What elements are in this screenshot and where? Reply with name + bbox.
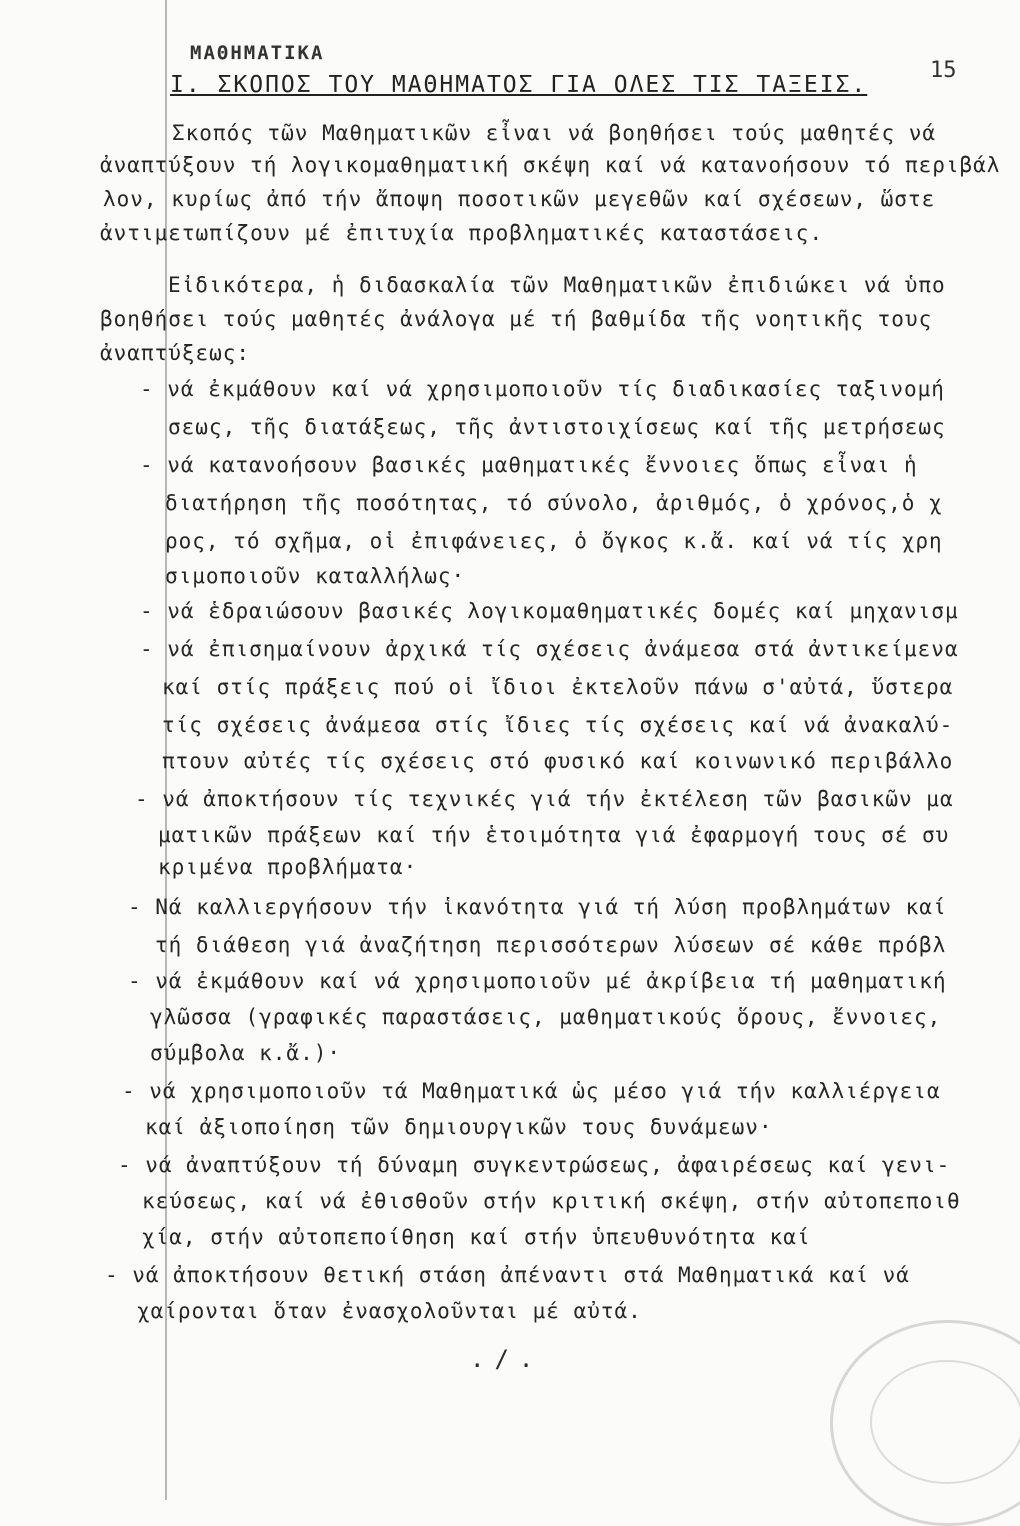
- list-item: - νά ἐκμάθουν καί νά χρησιμοποιοῦν μέ ἀκρίβεια τή μαθηματική: [128, 969, 947, 993]
- list-item: - νά ἐκμάθουν καί νά χρησιμοποιοῦν τίς διαδικασίες ταξινομή: [140, 377, 945, 401]
- list-item: - νά κατανοήσουν βασικές μαθηματικές ἔννοιες ὅπως εἶναι ἡ: [140, 453, 918, 477]
- list-item: - νά ἐπισημαίνουν ἀρχικά τίς σχέσεις ἀνάμεσα στά ἀντικείμενα: [140, 637, 959, 661]
- continuation-mark: ./.: [470, 1345, 544, 1373]
- text-line: λον, κυρίως ἀπό τήν ἄποψη ποσοτικῶν μεγεθῶν καί σχέσεων, ὥστε: [103, 187, 936, 211]
- text-line: κριμένα προβλήματα·: [158, 855, 418, 879]
- text-line: Σκοπός τῶν Μαθηματικῶν εἶναι νά βοηθήσει τούς μαθητές νά: [172, 121, 937, 145]
- list-item: - νά ἀναπτύξουν τή δύναμη συγκεντρώσεως, ἀφαιρέσεως καί γενι-: [118, 1153, 951, 1177]
- text-line: χία, στήν αὐτοπεποίθηση καί στήν ὑπευθυνότητα καί: [142, 1225, 811, 1249]
- text-line: σεως, τῆς διατάξεως, τῆς ἀντιστοιχίσεως καί τῆς μετρήσεως: [168, 415, 946, 439]
- page-number: 15: [930, 58, 957, 83]
- text-line: πτουν αὐτές τίς σχέσεις στό φυσικό καί κοινωνικό περιβάλλο: [162, 749, 954, 773]
- text-line: ματικῶν πράξεων καί τήν ἑτοιμότητα γιά ἐφαρμογή τους σέ συ: [158, 823, 950, 847]
- text-line: διατήρηση τῆς ποσότητας, τό σύνολο, ἀριθμός, ὁ χρόνος,ὁ χ: [165, 491, 943, 515]
- text-line: Εἰδικότερα, ἡ διδασκαλία τῶν Μαθηματικῶν ἐπιδιώκει νά ὑπο: [168, 273, 946, 297]
- archive-stamp-inner: [870, 1360, 1020, 1484]
- text-line: τή διάθεση γιά ἀναζήτηση περισσότερων λύσεων σέ κάθε πρόβλ: [155, 933, 947, 957]
- text-line: τίς σχέσεις ἀνάμεσα στίς ἴδιες τίς σχέσεις καί νά ἀνακαλύ-: [162, 713, 954, 737]
- text-line: καί στίς πράξεις πού οἱ ἴδιοι ἐκτελοῦν πάνω σ'αὐτά, ὕστερα: [162, 675, 954, 699]
- list-item: - νά ἀποκτήσουν τίς τεχνικές γιά τήν ἐκτέλεση τῶν βασικῶν μα: [135, 787, 954, 811]
- subject-heading: ΜΑΘΗΜΑΤΙΚΑ: [190, 42, 325, 64]
- text-line: ἀναπτύξουν τή λογικομαθηματική σκέψη καί νά κατανοήσουν τό περιβάλ: [100, 153, 1001, 177]
- text-line: χαίρονται ὅταν ἐνασχολοῦνται μέ αὐτά.: [137, 1299, 642, 1323]
- text-line: σιμοποιοῦν καταλλήλως·: [165, 564, 466, 588]
- text-line: κεύσεως, καί νά ἐθισθοῦν στήν κριτική σκέψη, στήν αὐτοπεποιθ: [142, 1189, 961, 1213]
- text-line: γλῶσσα (γραφικές παραστάσεις, μαθηματικούς ὅρους, ἔννοιες,: [150, 1005, 942, 1029]
- list-item: - Νά καλλιεργήσουν τήν ἱκανότητα γιά τή λύση προβλημάτων καί: [128, 895, 947, 919]
- text-line: καί ἀξιοποίηση τῶν δημιουργικῶν τους δυνάμεων·: [145, 1115, 773, 1139]
- list-item: - νά ἀποκτήσουν θετική στάση ἀπέναντι στά Μαθηματικά καί νά: [105, 1263, 910, 1287]
- text-line: σύμβολα κ.ἄ.)·: [150, 1041, 342, 1065]
- text-line: ἀντιμετωπίζουν μέ ἐπιτυχία προβληματικές καταστάσεις.: [100, 221, 824, 245]
- text-line: ρος, τό σχῆμα, οἱ ἐπιφάνειες, ὁ ὄγκος κ.ἄ. καί νά τίς χρη: [165, 529, 943, 553]
- list-item: - νά ἑδραιώσουν βασικές λογικομαθηματικές δομές καί μηχανισμ: [140, 599, 959, 623]
- list-item: - νά χρησιμοποιοῦν τά Μαθηματικά ὡς μέσο γιά τήν καλλιέργεια: [122, 1079, 941, 1103]
- text-line: βοηθήσει τούς μαθητές ἀνάλογα μέ τή βαθμίδα τῆς νοητικῆς τους: [100, 307, 933, 331]
- section-title: Ι. ΣΚΟΠΟΣ ΤΟΥ ΜΑΘΗΜΑΤΟΣ ΓΙΑ ΟΛΕΣ ΤΙΣ ΤΑΞΕΙΣ.: [170, 72, 868, 98]
- text-line: ἀναπτύξεως:: [100, 341, 251, 365]
